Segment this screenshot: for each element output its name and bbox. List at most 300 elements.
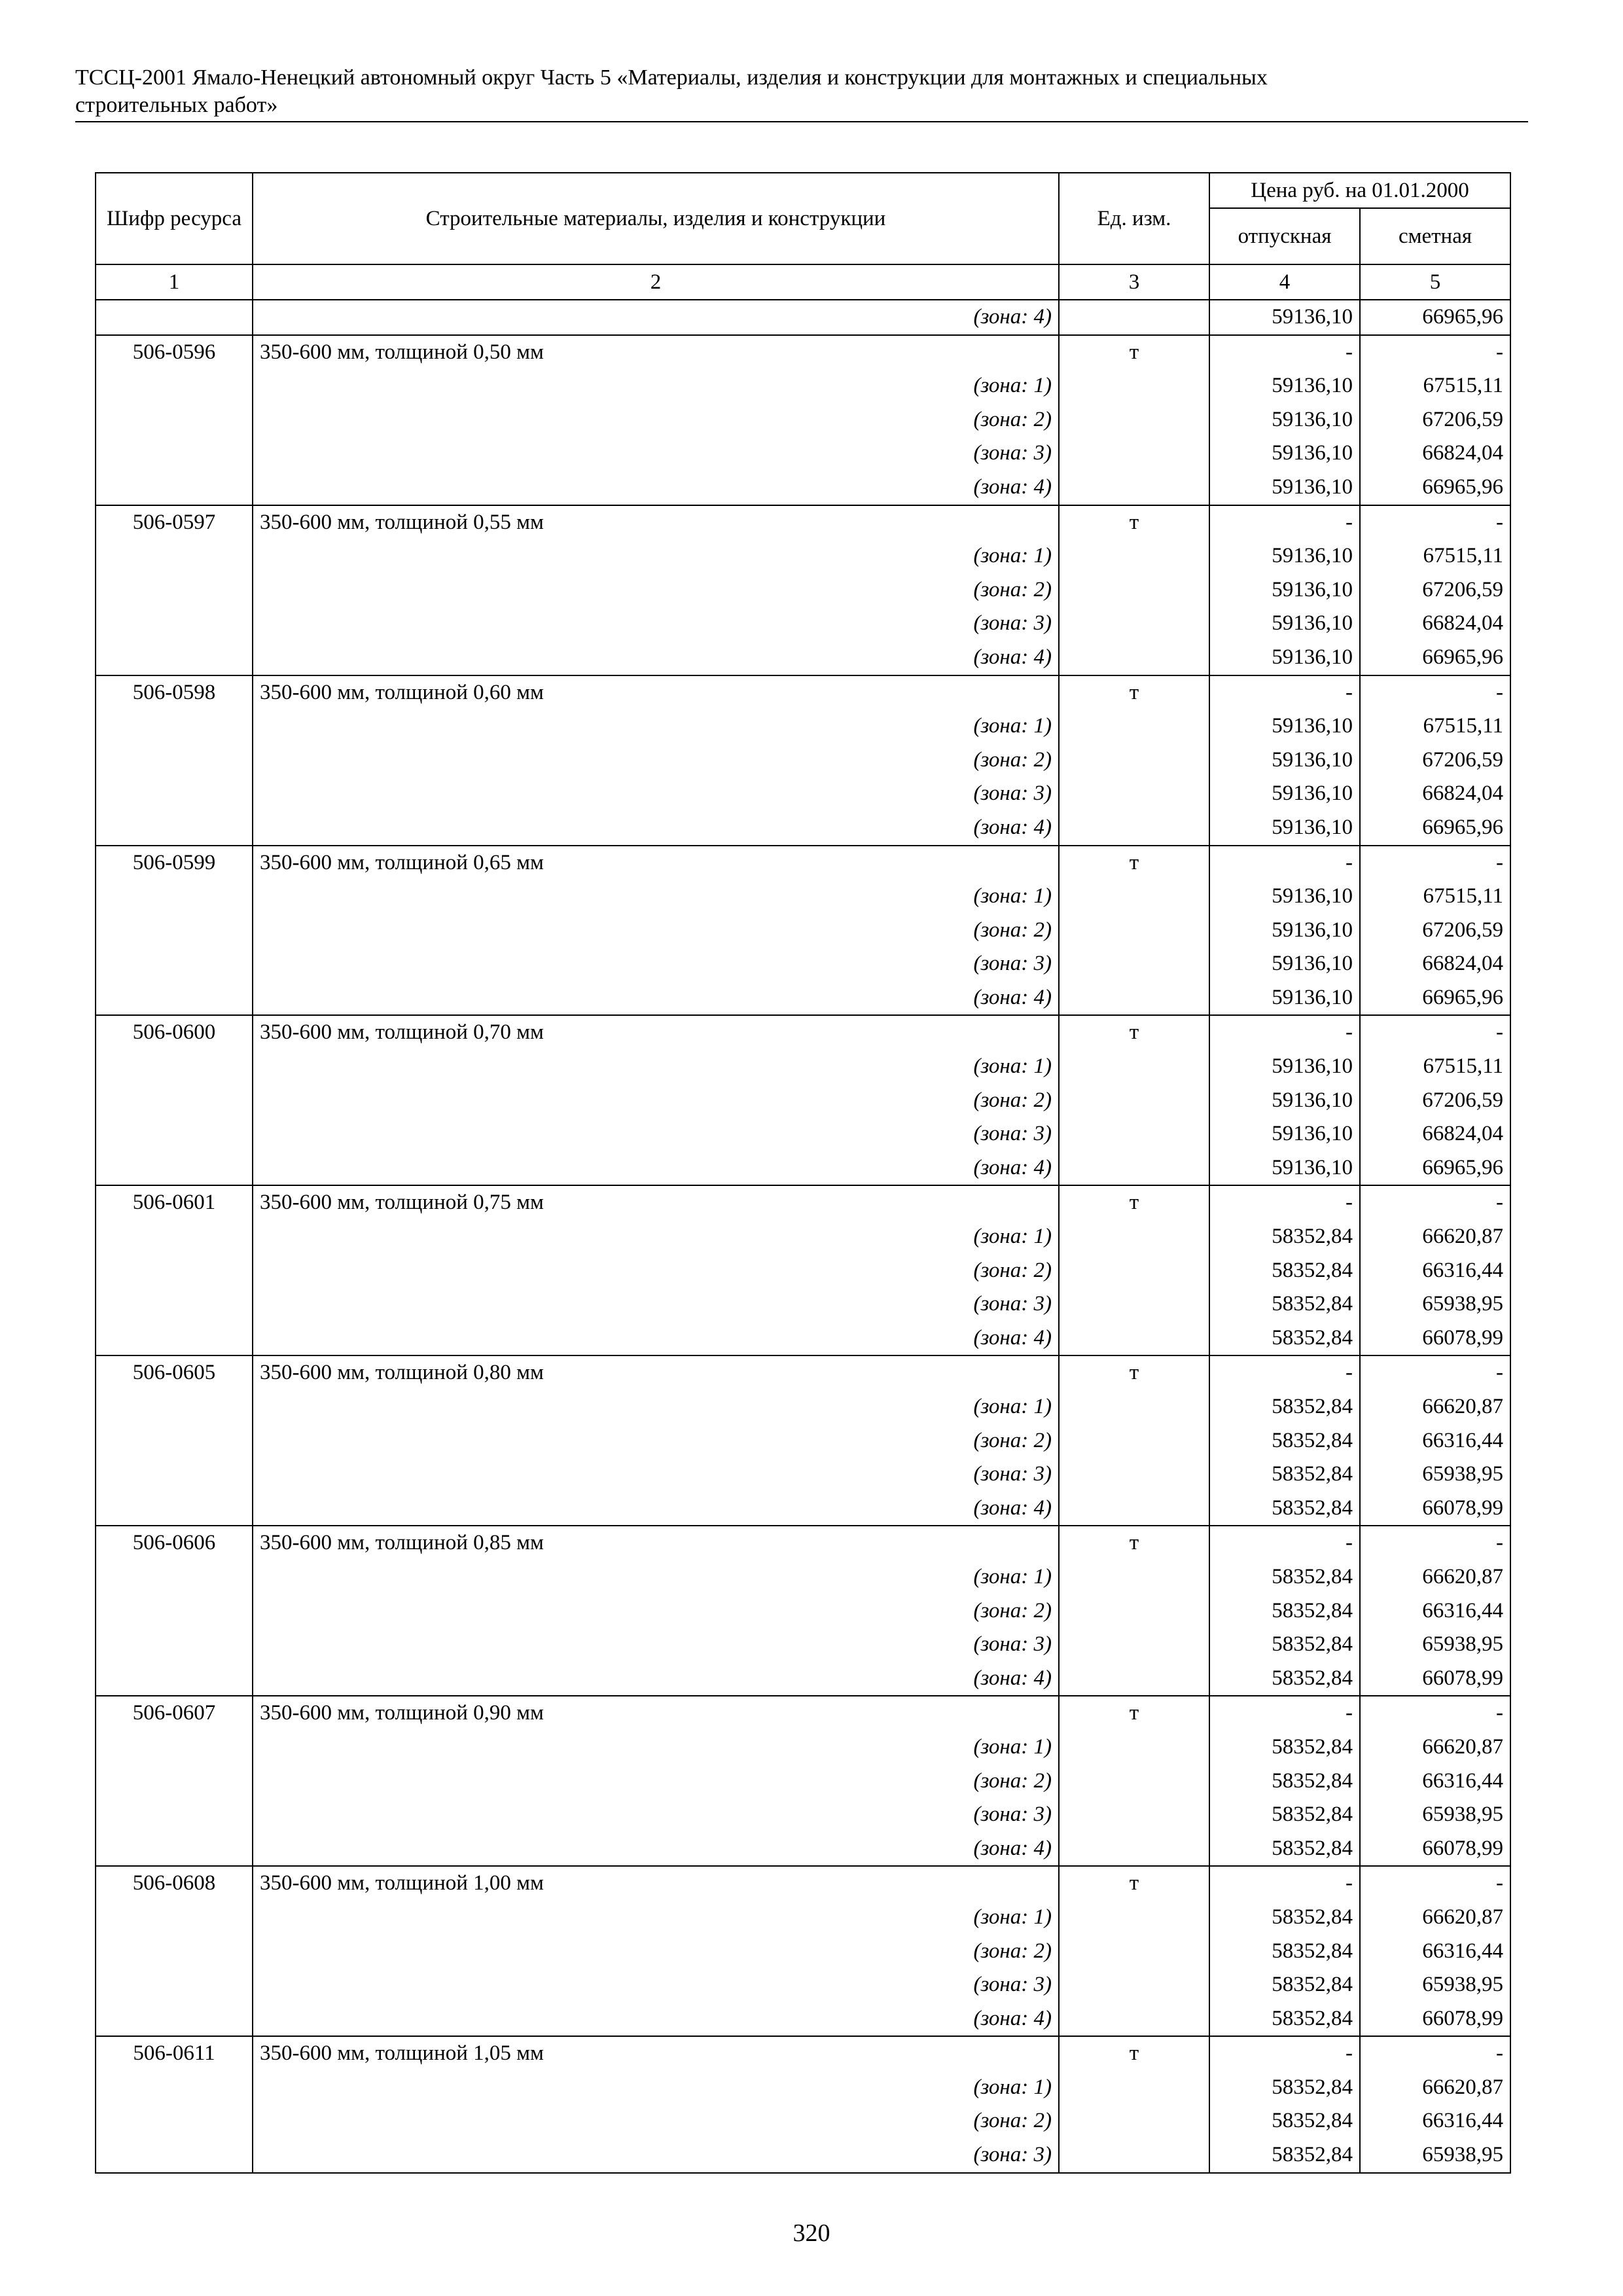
cell-zone: (зона: 1) [253,1050,1059,1084]
cell-unit [1059,2002,1209,2037]
table-row [96,1662,1510,1696]
cell-release-price: 58352,84 [1209,2138,1360,2173]
cell-estimate-price: 66620,87 [1360,1731,1510,1765]
cell-release-price: - [1209,675,1360,710]
cell-code: 506-0597 [96,505,253,540]
cell-estimate-price: 65938,95 [1360,1628,1510,1662]
cell-code [96,981,253,1016]
table-row [96,573,1510,607]
cell-release-price: 58352,84 [1209,2002,1360,2037]
cell-code: 506-0598 [96,675,253,710]
cell-unit [1059,573,1209,607]
cell-estimate-price: 66620,87 [1360,2071,1510,2105]
header-line-2: строительных работ» [75,93,278,117]
cell-zone: (зона: 2) [253,2104,1059,2138]
cell-release-price: 58352,84 [1209,1968,1360,2002]
table-row [96,437,1510,471]
cell-release-price: 59136,10 [1209,1050,1360,1084]
cell-name: 350-600 мм, толщиной 0,90 мм [253,1696,1059,1731]
cell-zone: (зона: 4) [253,1832,1059,1867]
table-row [96,2104,1510,2138]
cell-unit [1059,2104,1209,2138]
cell-release-price: 59136,10 [1209,1117,1360,1151]
cell-release-price: 59136,10 [1209,744,1360,778]
page-number: 320 [793,2219,830,2247]
cell-release-price: - [1209,1696,1360,1731]
cell-estimate-price: - [1360,1355,1510,1390]
col-header-release: отпускная [1209,208,1360,264]
cell-release-price: 59136,10 [1209,300,1360,335]
cell-zone: (зона: 2) [253,1424,1059,1458]
cell-name: 350-600 мм, толщиной 0,50 мм [253,335,1059,370]
col-number-3: 3 [1059,264,1209,300]
cell-estimate-price: - [1360,675,1510,710]
cell-estimate-price: - [1360,1526,1510,1560]
cell-release-price: 59136,10 [1209,1084,1360,1118]
cell-estimate-price: 66620,87 [1360,1390,1510,1424]
cell-code [96,1220,253,1254]
cell-code [96,744,253,778]
cell-estimate-price: 67206,59 [1360,914,1510,948]
table-row [96,981,1510,1016]
table-row [96,1084,1510,1118]
cell-release-price: 59136,10 [1209,811,1360,846]
cell-zone: (зона: 3) [253,437,1059,471]
cell-zone: (зона: 4) [253,1151,1059,1186]
cell-release-price: - [1209,1185,1360,1220]
table-row [96,1968,1510,2002]
cell-unit [1059,1968,1209,2002]
cell-estimate-price: 66316,44 [1360,2104,1510,2138]
col-number-1: 1 [96,264,253,300]
cell-unit [1059,1662,1209,1696]
cell-code [96,1458,253,1492]
cell-code [96,1901,253,1935]
cell-zone: (зона: 1) [253,1390,1059,1424]
cell-release-price: 58352,84 [1209,1798,1360,1832]
cell-code [96,1492,253,1526]
table-row [96,709,1510,744]
cell-unit [1059,1765,1209,1799]
header-rule [75,121,1528,122]
cell-code [96,641,253,675]
cell-code [96,1321,253,1356]
cell-code [96,1935,253,1969]
cell-name: 350-600 мм, толщиной 0,75 мм [253,1185,1059,1220]
cell-estimate-price: 66316,44 [1360,1594,1510,1628]
cell-unit: т [1059,675,1209,710]
cell-release-price: 58352,84 [1209,1424,1360,1458]
cell-release-price: - [1209,1355,1360,1390]
cell-estimate-price: - [1360,846,1510,880]
cell-unit [1059,300,1209,335]
cell-code [96,1662,253,1696]
cell-release-price: 59136,10 [1209,539,1360,573]
cell-release-price: 58352,84 [1209,1254,1360,1288]
cell-release-price: 58352,84 [1209,1935,1360,1969]
table-row [96,1424,1510,1458]
cell-estimate-price: 66620,87 [1360,1560,1510,1594]
table-row [96,539,1510,573]
cell-name: 350-600 мм, толщиной 0,80 мм [253,1355,1059,1390]
cell-code [96,1287,253,1321]
cell-zone: (зона: 4) [253,1662,1059,1696]
cell-code [96,777,253,811]
table-header [96,173,1510,300]
table-row [96,1696,1510,1731]
cell-code [96,880,253,914]
table-row [96,1117,1510,1151]
cell-estimate-price: 66316,44 [1360,1765,1510,1799]
table-row [96,846,1510,880]
cell-estimate-price: 66316,44 [1360,1254,1510,1288]
cell-code [96,1424,253,1458]
table-row [96,1594,1510,1628]
table-row [96,2071,1510,2105]
cell-estimate-price: 67515,11 [1360,1050,1510,1084]
table-row [96,403,1510,437]
cell-unit: т [1059,1015,1209,1050]
table-row [96,1628,1510,1662]
cell-release-price: 58352,84 [1209,1560,1360,1594]
cell-estimate-price: - [1360,1696,1510,1731]
cell-release-price: 58352,84 [1209,1628,1360,1662]
cell-release-price: 59136,10 [1209,607,1360,641]
cell-estimate-price: 66965,96 [1360,471,1510,505]
cell-estimate-price: 67206,59 [1360,403,1510,437]
cell-code [96,2104,253,2138]
cell-unit: т [1059,1696,1209,1731]
cell-estimate-price: 66078,99 [1360,1832,1510,1867]
cell-estimate-price: 66620,87 [1360,1220,1510,1254]
cell-release-price: 59136,10 [1209,369,1360,403]
table-row [96,777,1510,811]
cell-code [96,1560,253,1594]
cell-zone: (зона: 2) [253,573,1059,607]
cell-estimate-price: 66824,04 [1360,1117,1510,1151]
cell-zone: (зона: 3) [253,1628,1059,1662]
cell-release-price: 59136,10 [1209,1151,1360,1186]
table-row [96,1866,1510,1901]
cell-estimate-price: 65938,95 [1360,1798,1510,1832]
cell-unit [1059,1084,1209,1118]
cell-zone: (зона: 1) [253,1901,1059,1935]
cell-unit [1059,1390,1209,1424]
cell-estimate-price: - [1360,335,1510,370]
cell-estimate-price: 66824,04 [1360,437,1510,471]
cell-unit [1059,1594,1209,1628]
cell-unit [1059,811,1209,846]
cell-release-price: 58352,84 [1209,2071,1360,2105]
cell-release-price: 59136,10 [1209,437,1360,471]
cell-code [96,2138,253,2173]
cell-zone: (зона: 2) [253,1594,1059,1628]
cell-release-price: 58352,84 [1209,1594,1360,1628]
cell-zone: (зона: 4) [253,811,1059,846]
cell-estimate-price: 67206,59 [1360,1084,1510,1118]
cell-unit [1059,1492,1209,1526]
cell-zone: (зона: 2) [253,1254,1059,1288]
cell-code: 506-0608 [96,1866,253,1901]
cell-code [96,1765,253,1799]
cell-code [96,1151,253,1186]
cell-release-price: 58352,84 [1209,1901,1360,1935]
table-row [96,1321,1510,1356]
cell-code [96,1798,253,1832]
cell-release-price: 59136,10 [1209,573,1360,607]
table-row [96,2138,1510,2173]
cell-code [96,811,253,846]
cell-release-price: 58352,84 [1209,1458,1360,1492]
cell-zone: (зона: 1) [253,1220,1059,1254]
cell-unit [1059,744,1209,778]
cell-zone: (зона: 3) [253,1458,1059,1492]
cell-unit [1059,981,1209,1016]
cell-estimate-price: 65938,95 [1360,1458,1510,1492]
cell-unit [1059,2071,1209,2105]
col-number-5: 5 [1360,264,1510,300]
cell-zone: (зона: 2) [253,744,1059,778]
cell-zone: (зона: 3) [253,2138,1059,2173]
cell-code [96,300,253,335]
cell-unit [1059,777,1209,811]
cell-zone: (зона: 3) [253,607,1059,641]
cell-release-price: 58352,84 [1209,1765,1360,1799]
cell-release-price: 58352,84 [1209,1492,1360,1526]
cell-code [96,914,253,948]
cell-release-price: 59136,10 [1209,403,1360,437]
cell-name: 350-600 мм, толщиной 0,60 мм [253,675,1059,710]
cell-code [96,709,253,744]
cell-code [96,471,253,505]
cell-zone: (зона: 4) [253,1321,1059,1356]
cell-unit [1059,709,1209,744]
price-table [95,172,1511,2174]
cell-unit [1059,1424,1209,1458]
cell-estimate-price: - [1360,1866,1510,1901]
cell-code [96,2071,253,2105]
table-row [96,641,1510,675]
cell-unit: т [1059,335,1209,370]
col-header-unit: Ед. изм. [1059,173,1209,264]
cell-unit [1059,1798,1209,1832]
cell-estimate-price: 66078,99 [1360,1492,1510,1526]
col-header-code: Шифр ресурса [96,173,253,264]
table-row [96,1901,1510,1935]
cell-estimate-price: 66620,87 [1360,1901,1510,1935]
cell-unit: т [1059,2036,1209,2071]
col-header-name: Строительные материалы, изделия и конструкции [253,173,1059,264]
cell-zone: (зона: 3) [253,1968,1059,2002]
table-row [96,744,1510,778]
cell-estimate-price: - [1360,1015,1510,1050]
cell-release-price: 58352,84 [1209,1287,1360,1321]
cell-code [96,369,253,403]
cell-unit [1059,1628,1209,1662]
cell-release-price: 58352,84 [1209,1220,1360,1254]
table-row [96,300,1510,335]
cell-estimate-price: 67515,11 [1360,709,1510,744]
cell-unit [1059,1832,1209,1867]
table-row [96,1832,1510,1867]
cell-unit [1059,1560,1209,1594]
table-row [96,1015,1510,1050]
cell-zone: (зона: 2) [253,1084,1059,1118]
table-row [96,505,1510,540]
cell-estimate-price: 66965,96 [1360,1151,1510,1186]
cell-code [96,1390,253,1424]
cell-estimate-price: 66824,04 [1360,607,1510,641]
cell-estimate-price: 67515,11 [1360,539,1510,573]
table-row [96,1492,1510,1526]
cell-release-price: 59136,10 [1209,641,1360,675]
cell-release-price: 59136,10 [1209,947,1360,981]
table-row [96,1560,1510,1594]
table-row [96,1287,1510,1321]
cell-estimate-price: 66824,04 [1360,947,1510,981]
cell-code [96,2002,253,2037]
cell-release-price: 58352,84 [1209,1832,1360,1867]
cell-estimate-price: - [1360,2036,1510,2071]
cell-estimate-price: - [1360,1185,1510,1220]
cell-code [96,403,253,437]
cell-zone: (зона: 3) [253,777,1059,811]
cell-unit [1059,437,1209,471]
table-row [96,1731,1510,1765]
cell-code [96,1050,253,1084]
table-row [96,1526,1510,1560]
cell-zone: (зона: 3) [253,947,1059,981]
cell-estimate-price: 66965,96 [1360,981,1510,1016]
cell-estimate-price: 67515,11 [1360,369,1510,403]
table-body [96,300,1510,2173]
table-row [96,335,1510,370]
cell-code: 506-0607 [96,1696,253,1731]
cell-unit [1059,1151,1209,1186]
cell-code [96,1832,253,1867]
cell-release-price: 58352,84 [1209,1662,1360,1696]
cell-release-price: 58352,84 [1209,1390,1360,1424]
cell-zone: (зона: 2) [253,1765,1059,1799]
cell-unit [1059,914,1209,948]
cell-release-price: 59136,10 [1209,777,1360,811]
col-number-4: 4 [1209,264,1360,300]
cell-unit [1059,1220,1209,1254]
cell-unit [1059,539,1209,573]
cell-release-price: 59136,10 [1209,709,1360,744]
cell-name: 350-600 мм, толщиной 0,70 мм [253,1015,1059,1050]
cell-zone: (зона: 4) [253,1492,1059,1526]
cell-zone: (зона: 1) [253,880,1059,914]
cell-release-price: 59136,10 [1209,880,1360,914]
cell-release-price: - [1209,1526,1360,1560]
cell-release-price: 58352,84 [1209,2104,1360,2138]
cell-zone: (зона: 4) [253,641,1059,675]
cell-unit [1059,471,1209,505]
table-row [96,471,1510,505]
cell-unit: т [1059,846,1209,880]
cell-unit: т [1059,1866,1209,1901]
cell-zone: (зона: 1) [253,1560,1059,1594]
table-row [96,1050,1510,1084]
cell-release-price: - [1209,335,1360,370]
cell-code [96,1084,253,1118]
cell-zone: (зона: 3) [253,1287,1059,1321]
cell-zone: (зона: 1) [253,539,1059,573]
cell-unit [1059,2138,1209,2173]
cell-unit [1059,1254,1209,1288]
cell-code [96,1628,253,1662]
cell-release-price: - [1209,1866,1360,1901]
cell-name: 350-600 мм, толщиной 0,85 мм [253,1526,1059,1560]
cell-code [96,947,253,981]
col-header-price-group: Цена руб. на 01.01.2000 [1209,173,1510,208]
cell-code [96,1968,253,2002]
cell-unit [1059,1117,1209,1151]
cell-code [96,1254,253,1288]
table-row [96,1935,1510,1969]
cell-code [96,437,253,471]
table-row [96,880,1510,914]
cell-name: 350-600 мм, толщиной 0,65 мм [253,846,1059,880]
cell-zone: (зона: 1) [253,709,1059,744]
table-row [96,1151,1510,1186]
cell-unit [1059,607,1209,641]
cell-unit [1059,1321,1209,1356]
cell-unit [1059,1901,1209,1935]
cell-unit [1059,403,1209,437]
cell-unit [1059,1287,1209,1321]
cell-unit: т [1059,1526,1209,1560]
table-row [96,1390,1510,1424]
table-row [96,2002,1510,2037]
cell-zone: (зона: 2) [253,1935,1059,1969]
cell-unit [1059,1935,1209,1969]
table-row [96,1185,1510,1220]
table-row [96,675,1510,710]
cell-unit [1059,880,1209,914]
cell-estimate-price: 66316,44 [1360,1424,1510,1458]
cell-code: 506-0600 [96,1015,253,1050]
cell-zone: (зона: 3) [253,1117,1059,1151]
table-row [96,607,1510,641]
table-row [96,914,1510,948]
cell-zone: (зона: 1) [253,1731,1059,1765]
cell-code [96,1731,253,1765]
cell-code: 506-0611 [96,2036,253,2071]
cell-estimate-price: 67515,11 [1360,880,1510,914]
cell-zone: (зона: 2) [253,403,1059,437]
cell-estimate-price: 66078,99 [1360,1321,1510,1356]
cell-code [96,607,253,641]
table-row [96,1254,1510,1288]
table-row [96,369,1510,403]
cell-estimate-price: 65938,95 [1360,1968,1510,2002]
cell-unit: т [1059,505,1209,540]
cell-zone: (зона: 1) [253,2071,1059,2105]
cell-zone: (зона: 2) [253,914,1059,948]
cell-estimate-price: 66824,04 [1360,777,1510,811]
cell-release-price: - [1209,505,1360,540]
cell-release-price: - [1209,1015,1360,1050]
cell-unit [1059,369,1209,403]
cell-release-price: 58352,84 [1209,1321,1360,1356]
cell-zone: (зона: 3) [253,1798,1059,1832]
table-row [96,2036,1510,2071]
cell-estimate-price: 66965,96 [1360,300,1510,335]
document-header [75,64,1528,119]
cell-estimate-price: - [1360,505,1510,540]
